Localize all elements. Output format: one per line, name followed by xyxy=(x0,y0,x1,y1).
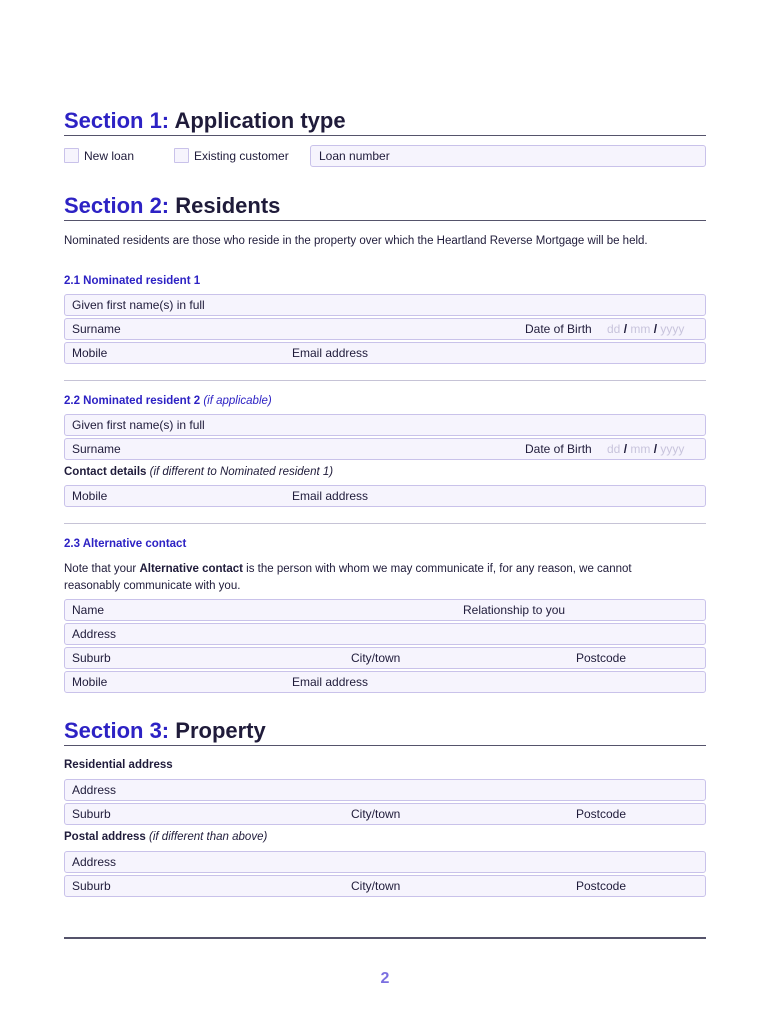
dob-label: Date of Birth xyxy=(525,442,592,456)
surname-label: Surname xyxy=(72,442,121,456)
alt-contact-note: Note that your Alternative contact is the person with whom we may communicate if, for any reason, we cannot reasonably communicate with you. xyxy=(64,563,632,592)
section-2-title xyxy=(64,193,706,221)
mobile-label: Mobile xyxy=(72,489,108,503)
surname-label: Surname xyxy=(72,322,121,336)
existing-customer-label: Existing customer xyxy=(194,149,289,163)
resident-2-contact-field[interactable] xyxy=(64,485,706,507)
dob-input[interactable]: dd / mm / yyyy xyxy=(607,322,685,336)
section-2-number: Section 2: xyxy=(64,193,170,218)
section-1-heading: Application type xyxy=(174,108,346,133)
suburb-label: Suburb xyxy=(72,651,111,665)
section-3-title xyxy=(64,718,706,746)
email-label: Email address xyxy=(292,675,369,689)
alt-contact-field[interactable] xyxy=(64,671,706,693)
postcode-label: Postcode xyxy=(576,651,627,665)
postal-address-label: Postal address (if different than above) xyxy=(64,831,268,843)
name-label: Name xyxy=(72,603,105,617)
city-label: City/town xyxy=(351,807,401,821)
relationship-label: Relationship to you xyxy=(463,603,566,617)
address-label: Address xyxy=(72,783,117,797)
address-label: Address xyxy=(72,855,117,869)
city-label: City/town xyxy=(351,879,401,893)
dob-input[interactable]: dd / mm / yyyy xyxy=(607,442,685,456)
dob-label: Date of Birth xyxy=(525,322,592,336)
postal-address-field[interactable] xyxy=(64,851,706,873)
residential-suburb-field[interactable] xyxy=(64,803,706,825)
postcode-label: Postcode xyxy=(576,807,627,821)
address-label: Address xyxy=(72,627,117,641)
alt-contact-heading: 2.3 Alternative contact xyxy=(64,538,187,550)
section-1-title xyxy=(64,108,706,136)
alt-suburb-field[interactable] xyxy=(64,647,706,669)
residential-address-field[interactable] xyxy=(64,779,706,801)
divider xyxy=(64,380,706,381)
section-2-heading: Residents xyxy=(175,193,281,218)
residential-address-label: Residential address xyxy=(64,759,173,771)
residents-intro: Nominated residents are those who reside in the property over which the Heartland Reverse Mortgage will be held. xyxy=(64,235,648,247)
loan-number-label: Loan number xyxy=(319,149,390,163)
page-number: 2 xyxy=(380,970,390,987)
new-loan-checkbox[interactable] xyxy=(64,148,79,163)
suburb-label: Suburb xyxy=(72,807,111,821)
alt-address-field[interactable] xyxy=(64,623,706,645)
section-3-heading: Property xyxy=(175,718,266,743)
resident-1-surname-field[interactable] xyxy=(64,318,706,340)
resident-2-heading: 2.2 Nominated resident 2 (if applicable) xyxy=(64,395,272,407)
resident-2-surname-field[interactable] xyxy=(64,438,706,460)
mobile-label: Mobile xyxy=(72,675,108,689)
resident-1-contact-field[interactable] xyxy=(64,342,706,364)
city-label: City/town xyxy=(351,651,401,665)
mobile-label: Mobile xyxy=(72,346,108,360)
new-loan-label: New loan xyxy=(84,149,135,163)
footer-divider xyxy=(64,937,706,939)
email-label: Email address xyxy=(292,489,369,503)
given-names-label: Given first name(s) in full xyxy=(72,418,205,432)
contact-details-label: Contact details (if different to Nominated resident 1) xyxy=(64,466,334,478)
divider xyxy=(64,523,706,524)
postal-suburb-field[interactable] xyxy=(64,875,706,897)
loan-number-field[interactable] xyxy=(310,145,706,167)
section-3-number: Section 3: xyxy=(64,718,170,743)
resident-1-heading: 2.1 Nominated resident 1 xyxy=(64,275,201,287)
resident-2-given-names-field[interactable] xyxy=(64,414,706,436)
alt-name-field[interactable] xyxy=(64,599,706,621)
suburb-label: Suburb xyxy=(72,879,111,893)
existing-customer-checkbox[interactable] xyxy=(174,148,189,163)
section-1-number: Section 1: xyxy=(64,108,170,133)
email-label: Email address xyxy=(292,346,369,360)
resident-1-given-names-field[interactable] xyxy=(64,294,706,316)
postcode-label: Postcode xyxy=(576,879,627,893)
given-names-label: Given first name(s) in full xyxy=(72,298,205,312)
